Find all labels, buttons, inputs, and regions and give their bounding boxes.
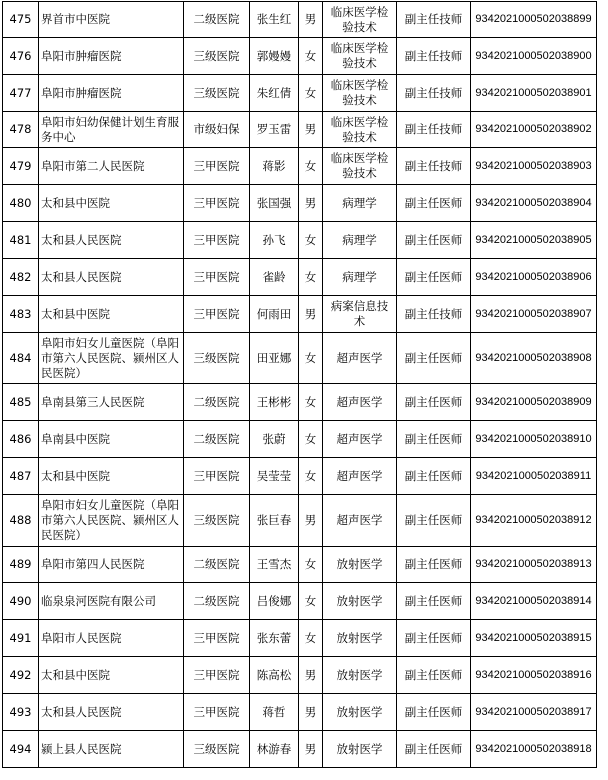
org-name: 阜阳市人民医院 <box>39 620 184 657</box>
job-title: 副主任技师 <box>397 148 471 185</box>
specialty: 超声医学 <box>323 384 397 421</box>
person-name: 罗玉雷 <box>250 112 299 148</box>
specialty: 病案信息技术 <box>323 296 397 333</box>
person-name: 吴莹莹 <box>250 458 299 495</box>
gender: 男 <box>299 296 323 333</box>
person-name: 张生红 <box>250 2 299 38</box>
person-name: 蒋哲 <box>250 694 299 731</box>
table-row <box>3 620 597 657</box>
certificate-number: 9342021000502038909 <box>471 384 597 421</box>
specialty: 超声医学 <box>323 495 397 547</box>
hospital-level: 二级医院 <box>184 583 250 620</box>
specialty: 病理学 <box>323 259 397 296</box>
row-number: 478 <box>3 112 39 148</box>
job-title: 副主任医师 <box>397 620 471 657</box>
gender: 男 <box>299 185 323 222</box>
row-number: 482 <box>3 259 39 296</box>
table-row <box>3 333 597 384</box>
row-number: 487 <box>3 458 39 495</box>
person-name: 朱红倩 <box>250 75 299 112</box>
hospital-level: 三甲医院 <box>184 222 250 259</box>
gender: 男 <box>299 731 323 768</box>
specialty: 超声医学 <box>323 458 397 495</box>
certificate-number: 9342021000502038916 <box>471 657 597 694</box>
table-row <box>3 657 597 694</box>
gender: 男 <box>299 495 323 547</box>
job-title: 副主任技师 <box>397 2 471 38</box>
person-name: 何雨田 <box>250 296 299 333</box>
job-title: 副主任医师 <box>397 495 471 547</box>
job-title: 副主任医师 <box>397 547 471 583</box>
org-name: 阜阳市妇女儿童医院（阜阳市第六人民医院、颍州区人民医院） <box>39 333 184 384</box>
row-number: 475 <box>3 2 39 38</box>
job-title: 副主任医师 <box>397 222 471 259</box>
row-number: 493 <box>3 694 39 731</box>
table-row <box>3 547 597 583</box>
person-name: 蒋影 <box>250 148 299 185</box>
certificate-number: 9342021000502038905 <box>471 222 597 259</box>
row-number: 485 <box>3 384 39 421</box>
person-name: 王彬彬 <box>250 384 299 421</box>
certificate-number: 9342021000502038904 <box>471 185 597 222</box>
personnel-table <box>2 1 597 768</box>
org-name: 阜阳市第四人民医院 <box>39 547 184 583</box>
table-row <box>3 296 597 333</box>
specialty: 超声医学 <box>323 333 397 384</box>
row-number: 477 <box>3 75 39 112</box>
person-name: 郭嫚嫚 <box>250 38 299 75</box>
gender: 男 <box>299 2 323 38</box>
job-title: 副主任医师 <box>397 333 471 384</box>
certificate-number: 9342021000502038902 <box>471 112 597 148</box>
table-row <box>3 583 597 620</box>
gender: 女 <box>299 384 323 421</box>
hospital-level: 三级医院 <box>184 495 250 547</box>
table-row <box>3 458 597 495</box>
row-number: 491 <box>3 620 39 657</box>
row-number: 483 <box>3 296 39 333</box>
certificate-number: 9342021000502038900 <box>471 38 597 75</box>
hospital-level: 三甲医院 <box>184 259 250 296</box>
hospital-level: 三级医院 <box>184 333 250 384</box>
job-title: 副主任医师 <box>397 185 471 222</box>
row-number: 484 <box>3 333 39 384</box>
person-name: 张蔚 <box>250 421 299 458</box>
org-name: 阜阳市肿瘤医院 <box>39 75 184 112</box>
hospital-level: 三甲医院 <box>184 620 250 657</box>
job-title: 副主任医师 <box>397 421 471 458</box>
org-name: 太和县中医院 <box>39 657 184 694</box>
certificate-number: 9342021000502038901 <box>471 75 597 112</box>
job-title: 副主任医师 <box>397 731 471 768</box>
job-title: 副主任技师 <box>397 75 471 112</box>
gender: 女 <box>299 458 323 495</box>
specialty: 临床医学检验技术 <box>323 2 397 38</box>
certificate-number: 9342021000502038917 <box>471 694 597 731</box>
job-title: 副主任技师 <box>397 38 471 75</box>
person-name: 陈高松 <box>250 657 299 694</box>
table-row <box>3 421 597 458</box>
person-name: 王雪杰 <box>250 547 299 583</box>
table-row <box>3 694 597 731</box>
org-name: 太和县人民医院 <box>39 259 184 296</box>
org-name: 阜阳市第二人民医院 <box>39 148 184 185</box>
certificate-number: 9342021000502038908 <box>471 333 597 384</box>
row-number: 488 <box>3 495 39 547</box>
gender: 女 <box>299 333 323 384</box>
hospital-level: 二级医院 <box>184 384 250 421</box>
person-name: 张巨春 <box>250 495 299 547</box>
certificate-number: 9342021000502038918 <box>471 731 597 768</box>
hospital-level: 三甲医院 <box>184 185 250 222</box>
hospital-level: 三级医院 <box>184 731 250 768</box>
row-number: 480 <box>3 185 39 222</box>
hospital-level: 二级医院 <box>184 421 250 458</box>
table-row <box>3 38 597 75</box>
gender: 女 <box>299 38 323 75</box>
org-name: 阜阳市妇幼保健计划生育服务中心 <box>39 112 184 148</box>
hospital-level: 三甲医院 <box>184 458 250 495</box>
job-title: 副主任医师 <box>397 583 471 620</box>
table-row <box>3 384 597 421</box>
specialty: 放射医学 <box>323 620 397 657</box>
table-row <box>3 2 597 38</box>
hospital-level: 三甲医院 <box>184 148 250 185</box>
gender: 女 <box>299 259 323 296</box>
row-number: 489 <box>3 547 39 583</box>
hospital-level: 三级医院 <box>184 38 250 75</box>
specialty: 临床医学检验技术 <box>323 38 397 75</box>
person-name: 张东蕾 <box>250 620 299 657</box>
certificate-number: 9342021000502038903 <box>471 148 597 185</box>
person-name: 林游春 <box>250 731 299 768</box>
hospital-level: 二级医院 <box>184 547 250 583</box>
person-name: 雀龄 <box>250 259 299 296</box>
row-number: 494 <box>3 731 39 768</box>
specialty: 临床医学检验技术 <box>323 112 397 148</box>
gender: 女 <box>299 583 323 620</box>
job-title: 副主任医师 <box>397 259 471 296</box>
org-name: 界首市中医院 <box>39 2 184 38</box>
gender: 女 <box>299 75 323 112</box>
org-name: 阜阳市妇女儿童医院（阜阳市第六人民医院、颍州区人民医院） <box>39 495 184 547</box>
table-row <box>3 495 597 547</box>
hospital-level: 三甲医院 <box>184 296 250 333</box>
gender: 女 <box>299 620 323 657</box>
specialty: 病理学 <box>323 185 397 222</box>
table-row <box>3 148 597 185</box>
table-row <box>3 222 597 259</box>
gender: 男 <box>299 657 323 694</box>
specialty: 放射医学 <box>323 694 397 731</box>
job-title: 副主任医师 <box>397 458 471 495</box>
gender: 女 <box>299 547 323 583</box>
org-name: 颍上县人民医院 <box>39 731 184 768</box>
hospital-level: 三甲医院 <box>184 694 250 731</box>
gender: 女 <box>299 421 323 458</box>
org-name: 阜南县中医院 <box>39 421 184 458</box>
hospital-level: 三甲医院 <box>184 657 250 694</box>
hospital-level: 二级医院 <box>184 2 250 38</box>
certificate-number: 9342021000502038915 <box>471 620 597 657</box>
certificate-number: 9342021000502038906 <box>471 259 597 296</box>
gender: 男 <box>299 112 323 148</box>
gender: 女 <box>299 222 323 259</box>
job-title: 副主任医师 <box>397 384 471 421</box>
person-name: 孙飞 <box>250 222 299 259</box>
certificate-number: 9342021000502038899 <box>471 2 597 38</box>
hospital-level: 市级妇保 <box>184 112 250 148</box>
table-row <box>3 259 597 296</box>
row-number: 490 <box>3 583 39 620</box>
person-name: 田亚娜 <box>250 333 299 384</box>
row-number: 479 <box>3 148 39 185</box>
certificate-number: 9342021000502038912 <box>471 495 597 547</box>
specialty: 放射医学 <box>323 583 397 620</box>
org-name: 阜南县第三人民医院 <box>39 384 184 421</box>
job-title: 副主任技师 <box>397 112 471 148</box>
org-name: 太和县中医院 <box>39 458 184 495</box>
gender: 男 <box>299 694 323 731</box>
org-name: 太和县中医院 <box>39 185 184 222</box>
certificate-number: 9342021000502038910 <box>471 421 597 458</box>
org-name: 太和县中医院 <box>39 296 184 333</box>
table-row <box>3 731 597 768</box>
specialty: 放射医学 <box>323 731 397 768</box>
row-number: 476 <box>3 38 39 75</box>
job-title: 副主任技师 <box>397 296 471 333</box>
specialty: 放射医学 <box>323 657 397 694</box>
job-title: 副主任医师 <box>397 694 471 731</box>
specialty: 临床医学检验技术 <box>323 75 397 112</box>
org-name: 太和县人民医院 <box>39 222 184 259</box>
table-row <box>3 112 597 148</box>
specialty: 病理学 <box>323 222 397 259</box>
hospital-level: 三级医院 <box>184 75 250 112</box>
row-number: 492 <box>3 657 39 694</box>
org-name: 阜阳市肿瘤医院 <box>39 38 184 75</box>
job-title: 副主任医师 <box>397 657 471 694</box>
specialty: 超声医学 <box>323 421 397 458</box>
table-row <box>3 75 597 112</box>
person-name: 张国强 <box>250 185 299 222</box>
specialty: 临床医学检验技术 <box>323 148 397 185</box>
row-number: 481 <box>3 222 39 259</box>
gender: 女 <box>299 148 323 185</box>
table-row <box>3 185 597 222</box>
org-name: 临泉泉河医院有限公司 <box>39 583 184 620</box>
row-number: 486 <box>3 421 39 458</box>
specialty: 放射医学 <box>323 547 397 583</box>
person-name: 吕俊娜 <box>250 583 299 620</box>
certificate-number: 9342021000502038907 <box>471 296 597 333</box>
certificate-number: 9342021000502038911 <box>471 458 597 495</box>
certificate-number: 9342021000502038914 <box>471 583 597 620</box>
certificate-number: 9342021000502038913 <box>471 547 597 583</box>
org-name: 太和县人民医院 <box>39 694 184 731</box>
